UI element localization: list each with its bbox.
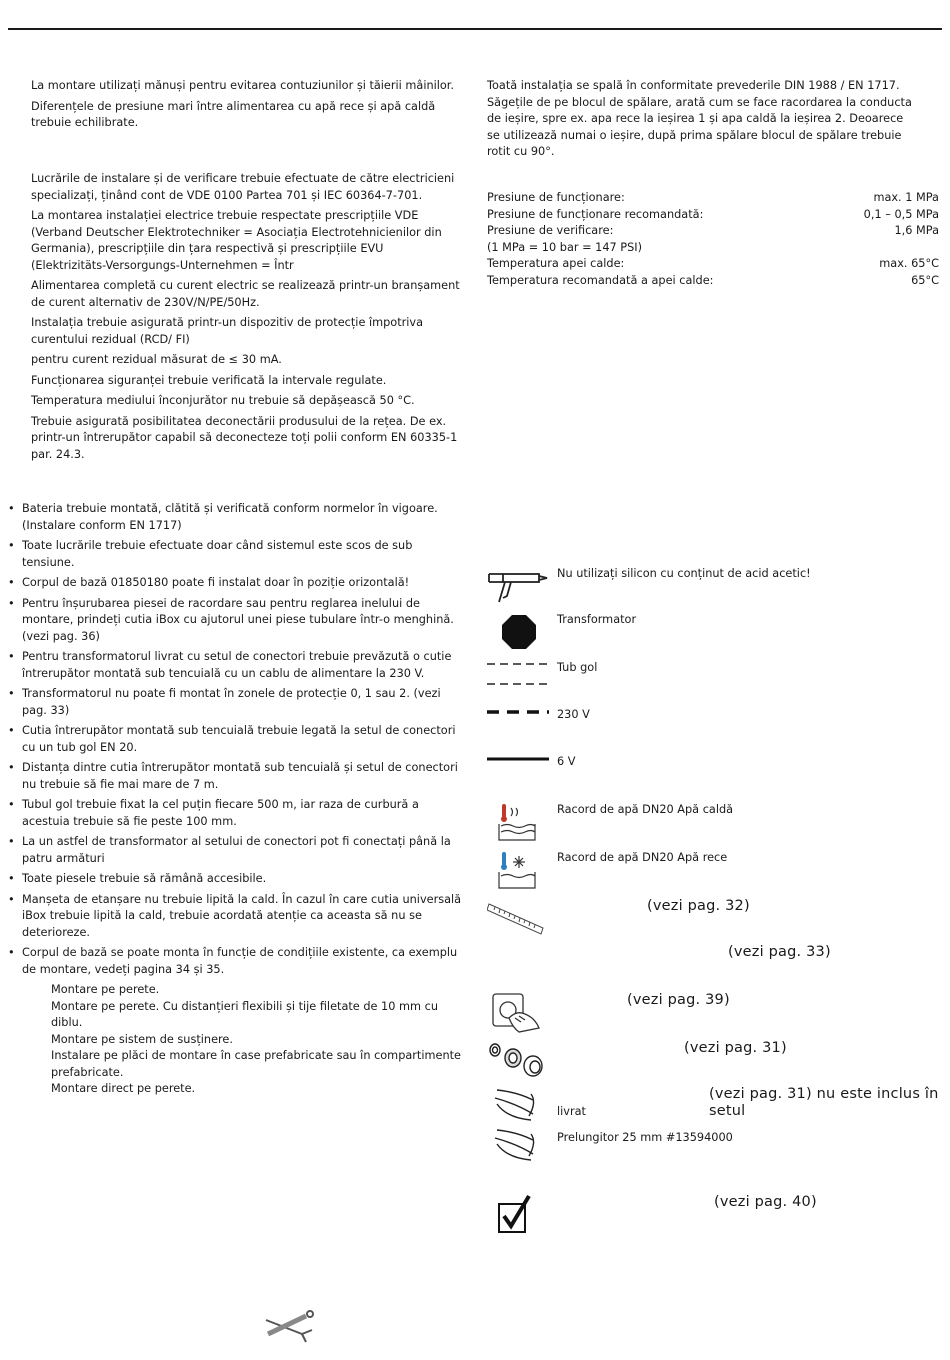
bullet-item: • Tubul gol trebuie fixat la cel puțin fiecare 500 m, iar raza de curbură a acestuia trebuie să fie peste 100 mm. bbox=[8, 797, 463, 830]
legend-livrat-text: livrat bbox=[557, 1105, 586, 1118]
legend-hot-water bbox=[487, 802, 942, 846]
electrical-note: Lucrările de instalare și de verificare trebuie efectuate de către electricieni specializați, ținând cont de VDE 0100 Partea 701 și IEC 60364-7-701. bbox=[31, 172, 455, 202]
bullet-item: • Manșeta de etanșare nu trebuie lipită la cald. În cazul în care cutia universală iBox trebuie lipită la cald, trebuie acordată atenție ca aceasta să nu se deterioreze. bbox=[8, 892, 463, 942]
spec-row bbox=[487, 240, 939, 257]
electrical-note: Temperatura mediului înconjurător nu trebuie să depășească 50 °C. bbox=[31, 394, 415, 407]
ref-page-33: (vezi pag. 33) bbox=[728, 944, 831, 960]
bullet-item: • Toate piesele trebuie să rămână accesibile. bbox=[8, 871, 463, 888]
legend-cold-water-text: Racord de apă DN20 Apă rece bbox=[557, 851, 728, 864]
flushing-text: Toată instalația se spală în conformitate prevederile DIN 1988 / EN 1717. Săgețile de pe blocul de spălare, arată cum se face racordarea la conducta de ieșire, spre ex. apa rece la ieșirea 1 și apa caldă la ieșirea 2. Deoarece se utilizează numai o ieșire, după prima spălare blocul de spălare trebuie rotit cu 90°. bbox=[487, 79, 912, 158]
spec-row bbox=[487, 273, 939, 290]
spec-row bbox=[487, 207, 939, 224]
spec-label: (1 MPa = 10 bar = 147 PSI) bbox=[487, 240, 643, 254]
safety-note: La montare utilizați mănuși pentru evitarea contuziunilor și tăierii mâinilor. bbox=[31, 79, 455, 92]
spec-label: Presiune de funcționare recomandată: bbox=[487, 207, 704, 221]
electrical-note: La montarea instalației electrice trebuie respectate prescripțiile VDE (Verband Deutscher Elektrotechniker = Asociația Electrotehnicienilor din Germania), prescripțiile din țara respectivă și prescripțiile EVU (Elektrizitäts-Versorgungs-Unternehmen = Într bbox=[31, 209, 442, 272]
safety-notes bbox=[31, 78, 461, 136]
checkbox-icon bbox=[497, 1194, 533, 1234]
cold-water-icon bbox=[497, 850, 537, 890]
mount-option: Montare pe perete. Cu distanțieri flexibili și tije filetate de 10 mm cu diblu. bbox=[51, 999, 438, 1029]
legend-cold-water bbox=[487, 850, 942, 894]
bullet-item: • La un astfel de transformator al setului de conectori pot fi conectați până la patru armături bbox=[8, 834, 463, 867]
specs-table bbox=[487, 190, 939, 289]
bullet-item: • Pentru transformatorul livrat cu setul de conectori trebuie prevăzută o cutie întrerupător montată sub tencuială cu un cablu de alimentare la 230 V. bbox=[8, 649, 463, 682]
ruler-icon bbox=[487, 898, 547, 938]
spec-row bbox=[487, 190, 939, 207]
mount-option: Montare pe perete. bbox=[51, 983, 160, 996]
legend-hot-water-text: Racord de apă DN20 Apă caldă bbox=[557, 803, 734, 816]
mount-option: Instalare pe plăci de montare în case prefabricate sau în compartimente prefabricate. bbox=[51, 1049, 461, 1079]
flushing-paragraph bbox=[487, 78, 917, 165]
hand-wall-icon bbox=[489, 988, 543, 1034]
spec-value: 0,1 – 0,5 MPa bbox=[863, 207, 939, 221]
electrical-note: pentru curent rezidual măsurat de ≤ 30 mA. bbox=[31, 353, 282, 366]
legend-transformer bbox=[487, 612, 942, 652]
solid-line-icon bbox=[487, 754, 551, 764]
header-rule bbox=[8, 28, 942, 30]
wrench-screwdriver-icon bbox=[262, 1308, 320, 1346]
ref-page-31-not-included: (vezi pag. 31) nu este inclus în setul bbox=[709, 1086, 939, 1119]
bullet-item: • Bateria trebuie montată, clătită și verificată conform normelor în vigoare. (Instalare conform EN 1717) bbox=[8, 501, 463, 534]
mount-options bbox=[51, 982, 463, 1098]
seal-parts-icon bbox=[487, 1038, 549, 1078]
spec-value: max. 1 MPa bbox=[873, 191, 939, 204]
bullet-item: • Pentru înșurubarea piesei de racordare sau pentru reglarea inelului de montare, prindeți cutia iBox cu ajutorul unei piese tubulare într-o menghină. (vezi pag. 36) bbox=[8, 596, 463, 646]
legend-silicone bbox=[487, 566, 942, 606]
bullet-item: • Cutia întrerupător montată sub tencuială trebuie legată la setul de conectori cu un tub gol EN 20. bbox=[8, 723, 463, 756]
bullet-item: • Toate lucrările trebuie efectuate doar când sistemul este scos de sub tensiune. bbox=[8, 538, 463, 571]
legend-silicone-text: Nu utilizați silicon cu conținut de acid acetic! bbox=[557, 567, 811, 580]
spec-value: max. 65°C bbox=[879, 257, 939, 270]
legend-transformer-text: Transformator bbox=[557, 613, 637, 626]
legend-hand bbox=[487, 988, 942, 1034]
ref-page-39: (vezi pag. 39) bbox=[627, 992, 730, 1008]
ref-page-40: (vezi pag. 40) bbox=[714, 1194, 817, 1210]
spec-label: Temperatura apei calde: bbox=[487, 257, 625, 270]
legend-230v-text: 230 V bbox=[557, 708, 590, 721]
legend-6v-text: 6 V bbox=[557, 755, 576, 768]
hot-water-icon bbox=[497, 802, 537, 842]
stop-octagon-icon bbox=[501, 614, 537, 650]
mount-option: Montare pe sistem de susținere. bbox=[51, 1032, 233, 1046]
extension-parts-icon bbox=[491, 1084, 543, 1162]
legend-extension-text: Prelungitor 25 mm #13594000 bbox=[557, 1131, 733, 1144]
bullet-item: • Distanța dintre cutia întrerupător montată sub tencuială și setul de conectori nu trebuie să fie mai mare de 7 m. bbox=[8, 760, 463, 793]
mount-option: Montare direct pe perete. bbox=[51, 1082, 196, 1095]
bullet-item: • Corpul de bază se poate monta în funcție de condițiile existente, ca exemplu de montare, vedeți pagina 34 și 35. bbox=[8, 945, 463, 978]
electrical-note: Instalația trebuie asigurată printr-un dispozitiv de protecție împotriva curentului rezidual (RCD/ FI) bbox=[31, 316, 424, 346]
legend-empty-tube bbox=[487, 660, 942, 690]
legend-230v bbox=[487, 707, 942, 731]
electrical-notes bbox=[31, 171, 461, 467]
silicone-gun-icon bbox=[487, 568, 555, 606]
bullet-item: • Corpul de bază 01850180 poate fi instalat doar în poziție orizontală! bbox=[8, 575, 463, 592]
legend-check bbox=[487, 1192, 942, 1236]
installation-bullets bbox=[8, 501, 463, 1098]
legend-extension bbox=[487, 1084, 942, 1164]
bullet-item: • Transformatorul nu poate fi montat în zonele de protecție 0, 1 sau 2. (vezi pag. 33) bbox=[8, 686, 463, 719]
spec-label: Presiune de verificare: bbox=[487, 224, 614, 237]
safety-note: Diferențele de presiune mari între alimentarea cu apă rece și apă caldă trebuie echilibrate. bbox=[31, 99, 436, 129]
legend-parts bbox=[487, 1038, 942, 1078]
spec-value: 65°C bbox=[911, 273, 939, 287]
spec-row bbox=[487, 256, 939, 273]
ref-page-32: (vezi pag. 32) bbox=[647, 898, 750, 914]
electrical-note: Alimentarea completă cu curent electric se realizează printr-un branșament de curent alternativ de 230V/N/PE/50Hz. bbox=[31, 279, 460, 309]
dashed-line-icon bbox=[487, 660, 551, 688]
ref-page-31: (vezi pag. 31) bbox=[684, 1040, 787, 1056]
electrical-note: Trebuie asigurată posibilitatea deconectării produsului de la rețea. De ex. printr-un întrerupător capabil să deconecteze toți polii conform EN 60335-1 par. 24.3. bbox=[31, 414, 458, 461]
legend-ruler bbox=[487, 896, 942, 940]
spec-value: 1,6 MPa bbox=[894, 224, 939, 237]
spec-label: Presiune de funcționare: bbox=[487, 191, 625, 204]
bold-dashed-line-icon bbox=[487, 707, 551, 717]
spec-label: Temperatura recomandată a apei calde: bbox=[487, 273, 714, 287]
spec-row bbox=[487, 223, 939, 240]
legend-empty-tube-text: Tub gol bbox=[557, 661, 598, 674]
electrical-note: Funcționarea siguranței trebuie verificată la intervale regulate. bbox=[31, 373, 387, 387]
legend-6v bbox=[487, 754, 942, 778]
